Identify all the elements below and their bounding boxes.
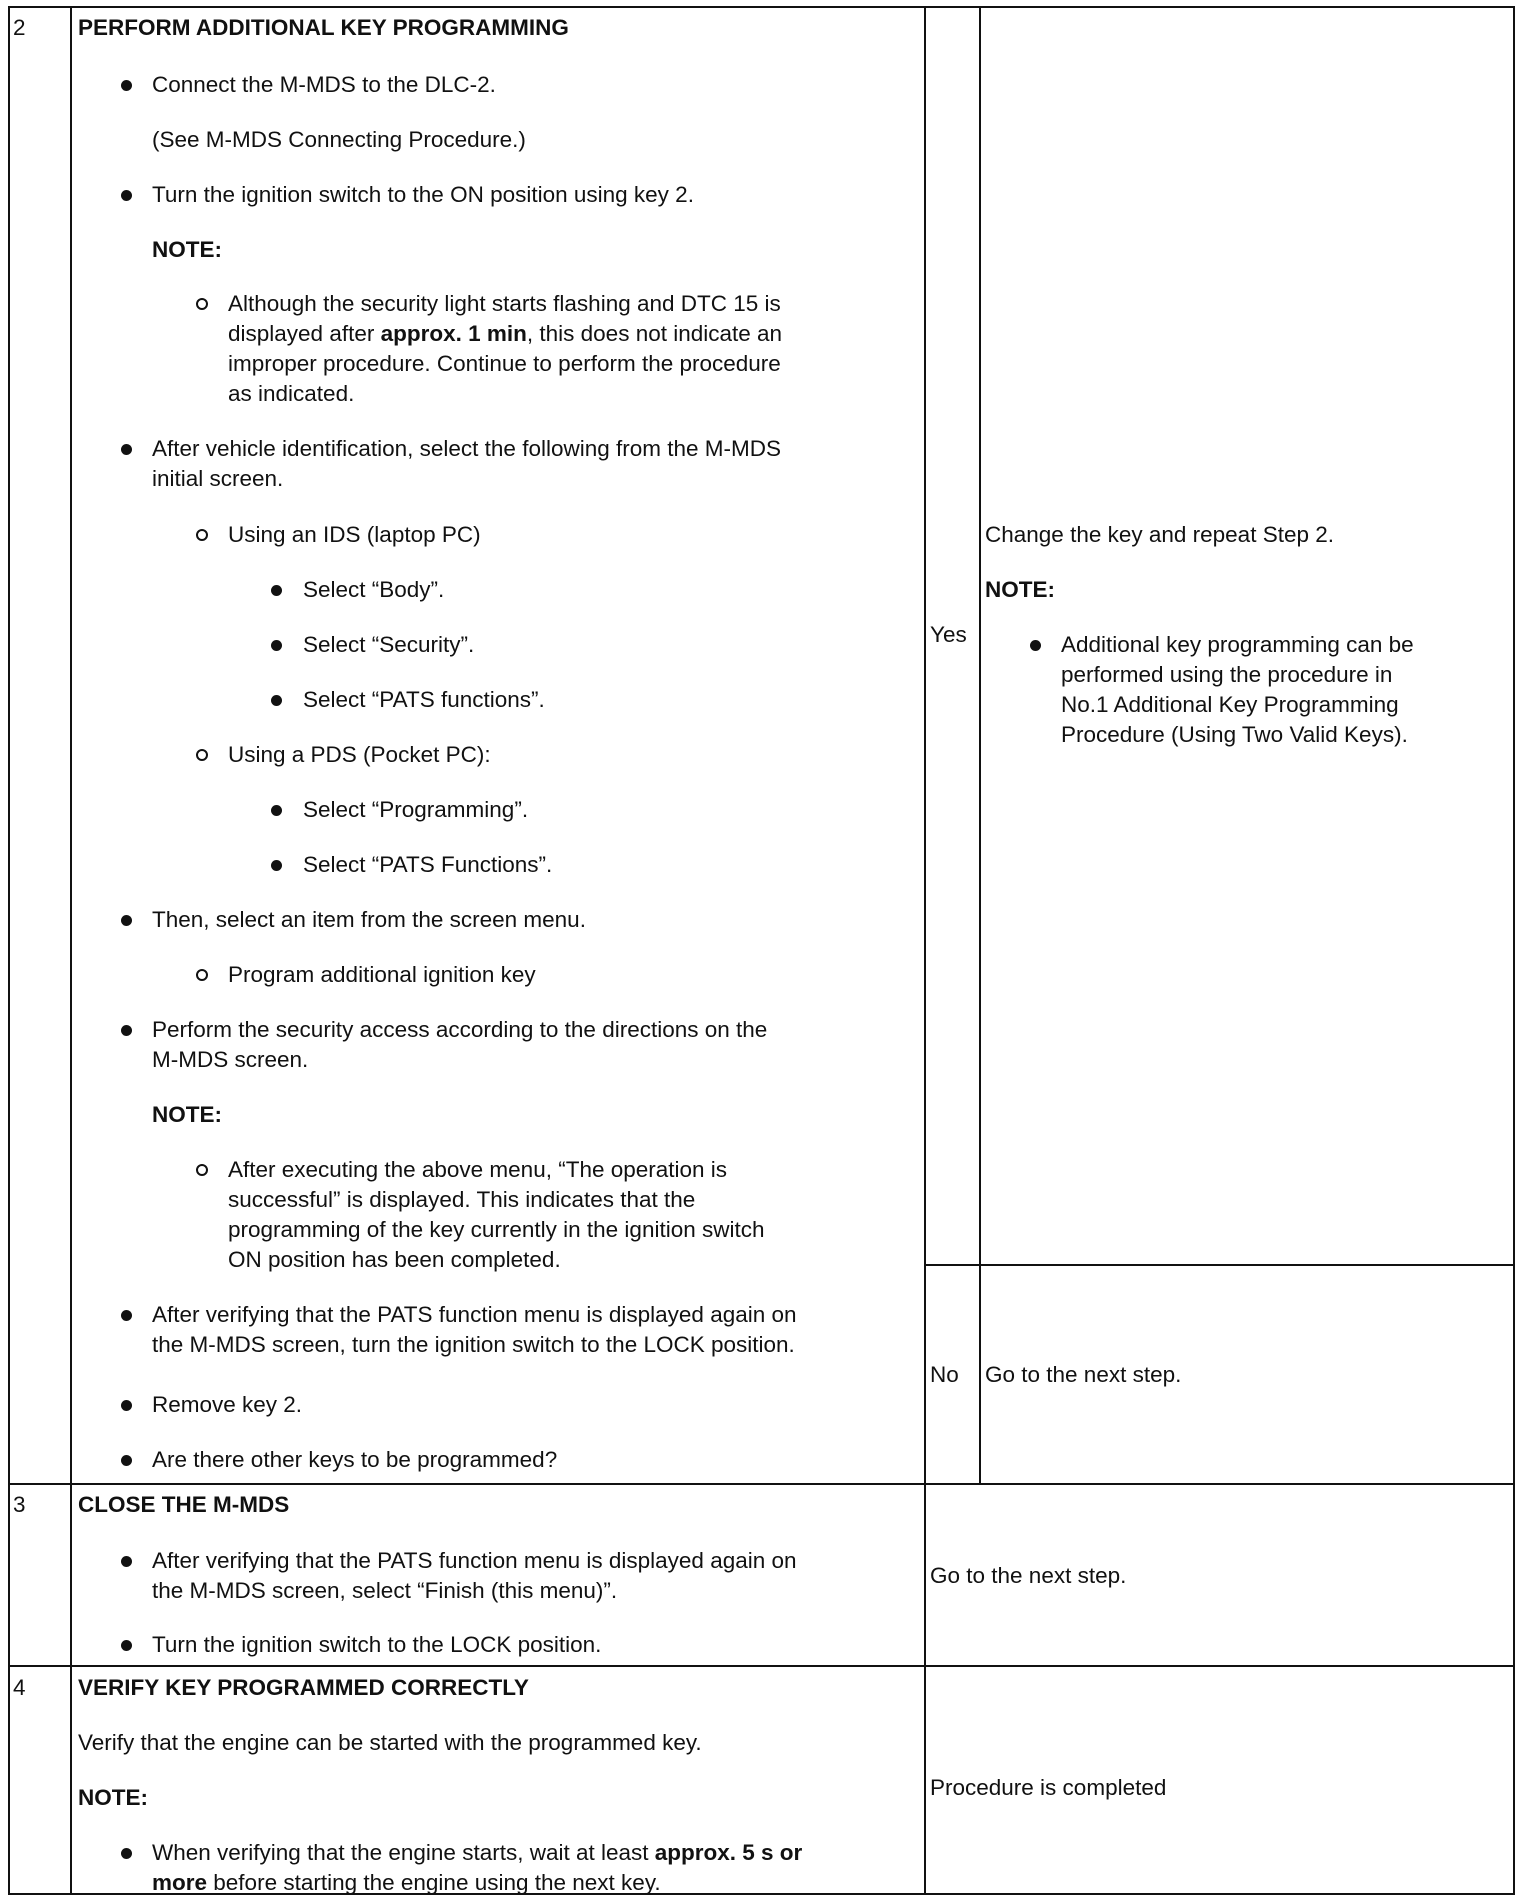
bullet-icon (121, 1310, 132, 1321)
sub-bullet-icon (196, 529, 208, 541)
bullet-icon (121, 1025, 132, 1036)
sub-bullet-icon (196, 749, 208, 761)
step-text: initial screen. (152, 466, 284, 491)
yes-no-divider (925, 1264, 1515, 1266)
bullet-icon (271, 860, 282, 871)
note-text: as indicated. (228, 381, 355, 406)
note-text: Additional key programming can be (1061, 632, 1414, 657)
note-text: improper procedure. Continue to perform the procedure (228, 351, 781, 376)
note-text: successful” is displayed. This indicates that the (228, 1187, 696, 1212)
sub-item-text: Using an IDS (laptop PC) (228, 522, 481, 547)
note-heading: NOTE: (152, 237, 222, 262)
step-text: (See M-MDS Connecting Procedure.) (152, 127, 526, 152)
sub-bullet-icon (196, 969, 208, 981)
menu-item-text: Select “Security”. (303, 632, 475, 657)
note-text-part: When verifying that the engine starts, wait at least (152, 1840, 655, 1865)
note-heading: NOTE: (985, 577, 1055, 602)
emphasis-text: approx. 5 s or (654, 1840, 803, 1865)
bullet-icon (121, 190, 132, 201)
note-text: performed using the procedure in (1061, 662, 1393, 687)
note-text: programming of the key currently in the ignition switch (228, 1217, 765, 1242)
yes-action: Change the key and repeat Step 2. (985, 522, 1335, 547)
bullet-icon (121, 1400, 132, 1411)
no-action: Go to the next step. (985, 1362, 1182, 1387)
note-text: After executing the above menu, “The operation is (228, 1157, 728, 1182)
bullet-icon (271, 640, 282, 651)
yes-no-column-divider (979, 6, 981, 1484)
step-text: Perform the security access according to the directions on the (152, 1017, 768, 1042)
note-text-part: displayed after (228, 321, 381, 346)
bullet-icon (1030, 640, 1041, 651)
step-action: Go to the next step. (930, 1563, 1127, 1588)
note-text (228, 319, 782, 349)
menu-item-text: Select “PATS Functions”. (303, 852, 553, 877)
no-label: No (930, 1362, 959, 1387)
bullet-icon (121, 1640, 132, 1651)
bullet-icon (271, 695, 282, 706)
note-text-part: before starting the engine using the next key. (207, 1870, 661, 1895)
note-text: Procedure (Using Two Valid Keys). (1061, 722, 1408, 747)
note-text: ON position has been completed. (228, 1247, 561, 1272)
step-text: Then, select an item from the screen menu. (152, 907, 586, 932)
step-text: After vehicle identification, select the following from the M-MDS (152, 436, 782, 461)
emphasis-text: approx. 1 min (380, 321, 527, 346)
yes-label: Yes (930, 622, 967, 647)
step-text: Verify that the engine can be started with the programmed key. (78, 1730, 702, 1755)
bullet-icon (121, 80, 132, 91)
bullet-icon (271, 805, 282, 816)
step-number: 2 (13, 15, 26, 40)
step-title: CLOSE THE M-MDS (78, 1492, 290, 1517)
bullet-icon (121, 1556, 132, 1567)
sub-bullet-icon (196, 298, 208, 310)
table-border-top (8, 6, 1515, 8)
step-number: 3 (13, 1492, 26, 1517)
step-text: Turn the ignition switch to the ON position using key 2. (152, 182, 694, 207)
procedure-column-divider (924, 6, 926, 1895)
note-text-part: , this does not indicate an (526, 321, 783, 346)
step-text: M-MDS screen. (152, 1047, 309, 1072)
bullet-icon (271, 585, 282, 596)
note-text (152, 1868, 661, 1898)
table-border-left (8, 6, 10, 1895)
sub-item-text: Using a PDS (Pocket PC): (228, 742, 491, 767)
step-column-divider (70, 6, 72, 1895)
note-text: No.1 Additional Key Programming (1061, 692, 1399, 717)
step-title: PERFORM ADDITIONAL KEY PROGRAMMING (78, 15, 569, 40)
menu-item-text: Select “PATS functions”. (303, 687, 545, 712)
step-title: VERIFY KEY PROGRAMMED CORRECTLY (78, 1675, 529, 1700)
note-heading: NOTE: (152, 1102, 222, 1127)
menu-item-text: Select “Programming”. (303, 797, 529, 822)
table-border-right (1513, 6, 1515, 1895)
note-text: Although the security light starts flashing and DTC 15 is (228, 291, 781, 316)
sub-item-text: Program additional ignition key (228, 962, 536, 987)
bullet-icon (121, 444, 132, 455)
step-text: After verifying that the PATS function menu is displayed again on (152, 1302, 797, 1327)
step-number: 4 (13, 1675, 26, 1700)
bullet-icon (121, 915, 132, 926)
step-text: the M-MDS screen, turn the ignition switch to the LOCK position. (152, 1332, 795, 1357)
step-text: the M-MDS screen, select “Finish (this menu)”. (152, 1578, 618, 1603)
row-divider-2-3 (8, 1483, 1515, 1485)
note-text (152, 1838, 802, 1868)
bullet-icon (121, 1848, 132, 1859)
bullet-icon (121, 1455, 132, 1466)
note-heading: NOTE: (78, 1785, 148, 1810)
row-divider-3-4 (8, 1665, 1515, 1667)
step-action: Procedure is completed (930, 1775, 1167, 1800)
sub-bullet-icon (196, 1164, 208, 1176)
step-text: Connect the M-MDS to the DLC-2. (152, 72, 496, 97)
step-text: After verifying that the PATS function menu is displayed again on (152, 1548, 797, 1573)
step-text: Remove key 2. (152, 1392, 303, 1417)
menu-item-text: Select “Body”. (303, 577, 445, 602)
emphasis-text: more (152, 1870, 208, 1895)
step-question: Are there other keys to be programmed? (152, 1447, 558, 1472)
step-text: Turn the ignition switch to the LOCK position. (152, 1632, 602, 1657)
